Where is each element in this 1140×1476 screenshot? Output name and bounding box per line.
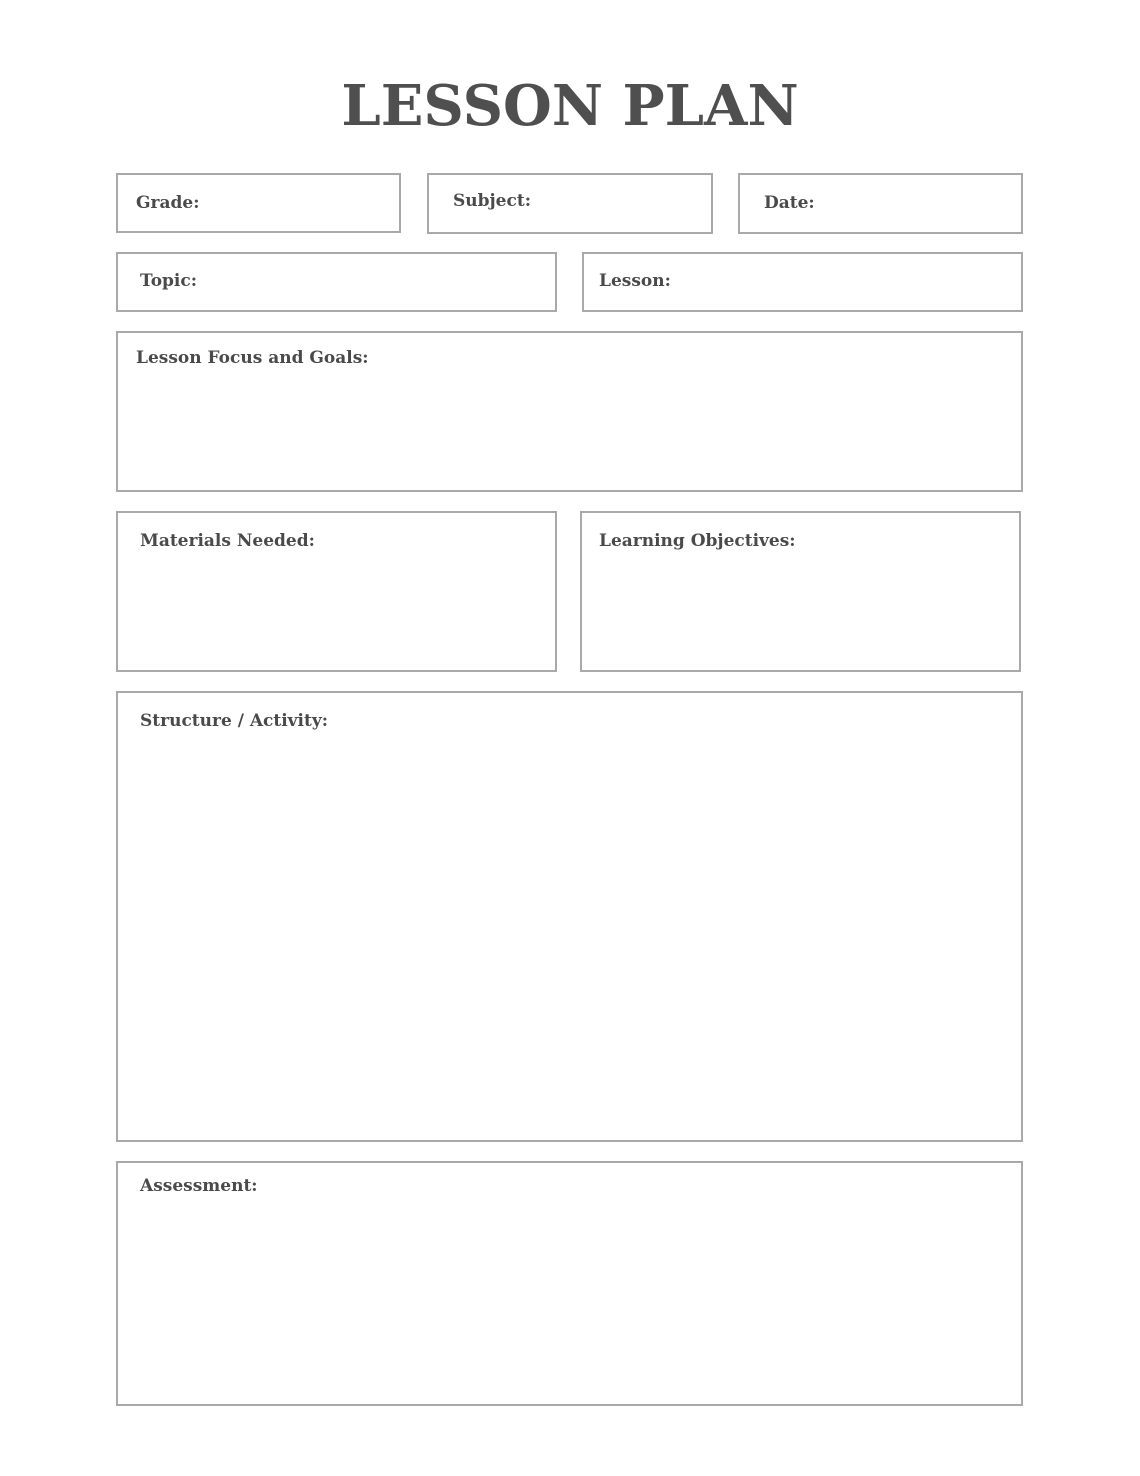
- date-label: Date:: [764, 193, 815, 213]
- lesson-label: Lesson:: [599, 271, 671, 291]
- learning-objectives-label: Learning Objectives:: [599, 531, 796, 551]
- materials-needed-label: Materials Needed:: [140, 531, 315, 551]
- learning-objectives-field[interactable]: [580, 511, 1021, 672]
- lesson-field[interactable]: [582, 252, 1023, 312]
- subject-field[interactable]: [427, 173, 713, 234]
- structure-activity-label: Structure / Activity:: [140, 711, 329, 731]
- lesson-focus-goals-label: Lesson Focus and Goals:: [136, 348, 369, 368]
- topic-label: Topic:: [140, 271, 198, 291]
- lesson-focus-goals-field[interactable]: [116, 331, 1023, 492]
- topic-field[interactable]: [116, 252, 557, 312]
- grade-field[interactable]: [116, 173, 401, 233]
- grade-label: Grade:: [136, 193, 200, 213]
- assessment-label: Assessment:: [140, 1176, 258, 1196]
- subject-label: Subject:: [453, 191, 531, 211]
- page-title: LESSON PLAN: [341, 73, 799, 139]
- date-field[interactable]: [738, 173, 1023, 234]
- assessment-field[interactable]: [116, 1161, 1023, 1406]
- structure-activity-field[interactable]: [116, 691, 1023, 1142]
- materials-needed-field[interactable]: [116, 511, 557, 672]
